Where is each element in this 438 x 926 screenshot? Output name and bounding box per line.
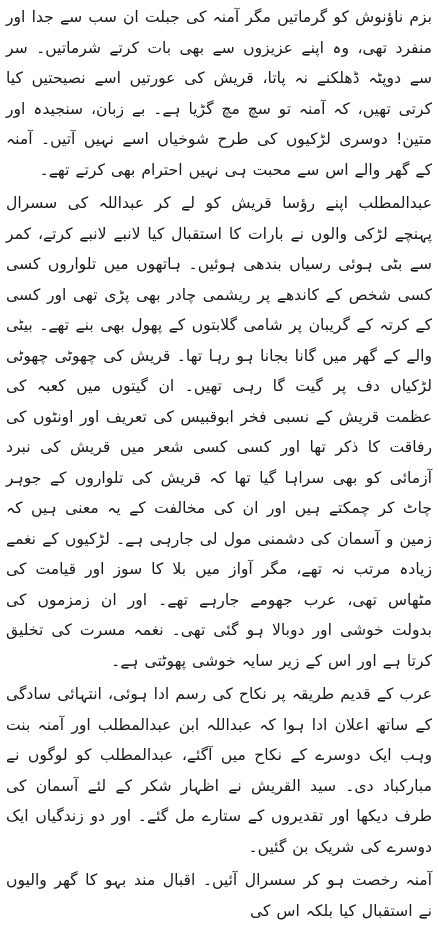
paragraph-3: عرب کے قدیم طریقہ پر نکاح کی رسم ادا ہوئی، انتہائی سادگی کے ساتھ اعلان ادا ہوا کہ عبداللہ ابن عبدالمطلب اور آمنہ بنت وہب ایک دوسرے کے نکاح میں آگئے، عبدالمطلب کو لوگوں نے مبارکباد دی۔ سید القریش نے اظہار شکر کے لئے آسمان کی طرف دیکھا اور تقدیروں کے ستارے مل گئے۔ اور دو زندگیاں ایک دوسرے کی شریک بن گئیں۔ [6,685,432,856]
paragraph-2: عبدالمطلب اپنے رؤسا قریش کو لے کر عبداللہ کی سسرال پہنچے لڑکی والوں نے بارات کا استقبال کیا لانبے لانبے کرتے، کمر سے بٹی ہوئی رسیاں بندھی ہوئیں۔ ہاتھوں میں تلواروں کسی کسی شخص کے کاندھے پر ریشمی چادر بھی پڑی تھی اور کسی کے کرتہ کے گریبان پر شامی گلابتوں کے پھول بھی بنے تھے۔ بیٹی والے کے گھر میں گانا بجانا ہو رہا تھا۔ قریش کی چھوٹی چھوٹی لڑکیاں دف پر گیت گا رہی تھیں۔ ان گیتوں میں کعبہ کی عظمت قریش کے نسبی فخر ابوقبیس کی تعریف اور اونٹوں کی رفاقت کا ذکر تھا اور کسی کسی شعر میں قریش کی نبرد آزمائی کو بھی سراہا گیا تھا کہ قریش کی تلواروں کے جوہر چاٹ کر چمکتے ہیں اور ان کی مخالفت کے یہ معنی ہیں کہ زمین و آسمان کی دشمنی مول لی جارہی ہے۔ لڑکیوں کے نغمے زیادہ مرتب نہ تھے، مگر آواز میں بلا کا سوز اور قیامت کی مٹھاس تھی، عرب جھومے جارہے تھے۔ اور ان زمزموں کی بدولت خوشی اور دوبالا ہو گئی تھی۔ نغمہ مسرت کی تخلیق کرتا ہے اور اس کے زیر سایہ خوشی پھوٹتی ہے۔ [6,194,432,670]
paragraph-4: آمنہ رخصت ہو کر سسرال آئیں۔ اقبال مند بہو کا گھر والیوں نے استقبال کیا بلکہ اس کی [6,871,432,920]
paragraph-1: بزم ناؤنوش کو گرماتیں مگر آمنہ کی جبلت ان سب سے جدا اور منفرد تھی، وہ اپنے عزیزوں سے بھی بات کرتے شرماتیں۔ سر سے دوپٹہ ڈھلکنے نہ پاتا، قریش کی عورتیں اسے نصیحتیں کیا کرتی تھیں، کہ آمنہ تو سچ مچ گڑیا ہے۔ بے زبان، سنجیدہ اور متین! دوسری لڑکیوں کی طرح شوخیاں اسے نہیں آتیں۔ آمنہ کے گھر والے اس سے محبت ہی نہیں احترام بھی کرتے تھے۔ [6,8,432,179]
